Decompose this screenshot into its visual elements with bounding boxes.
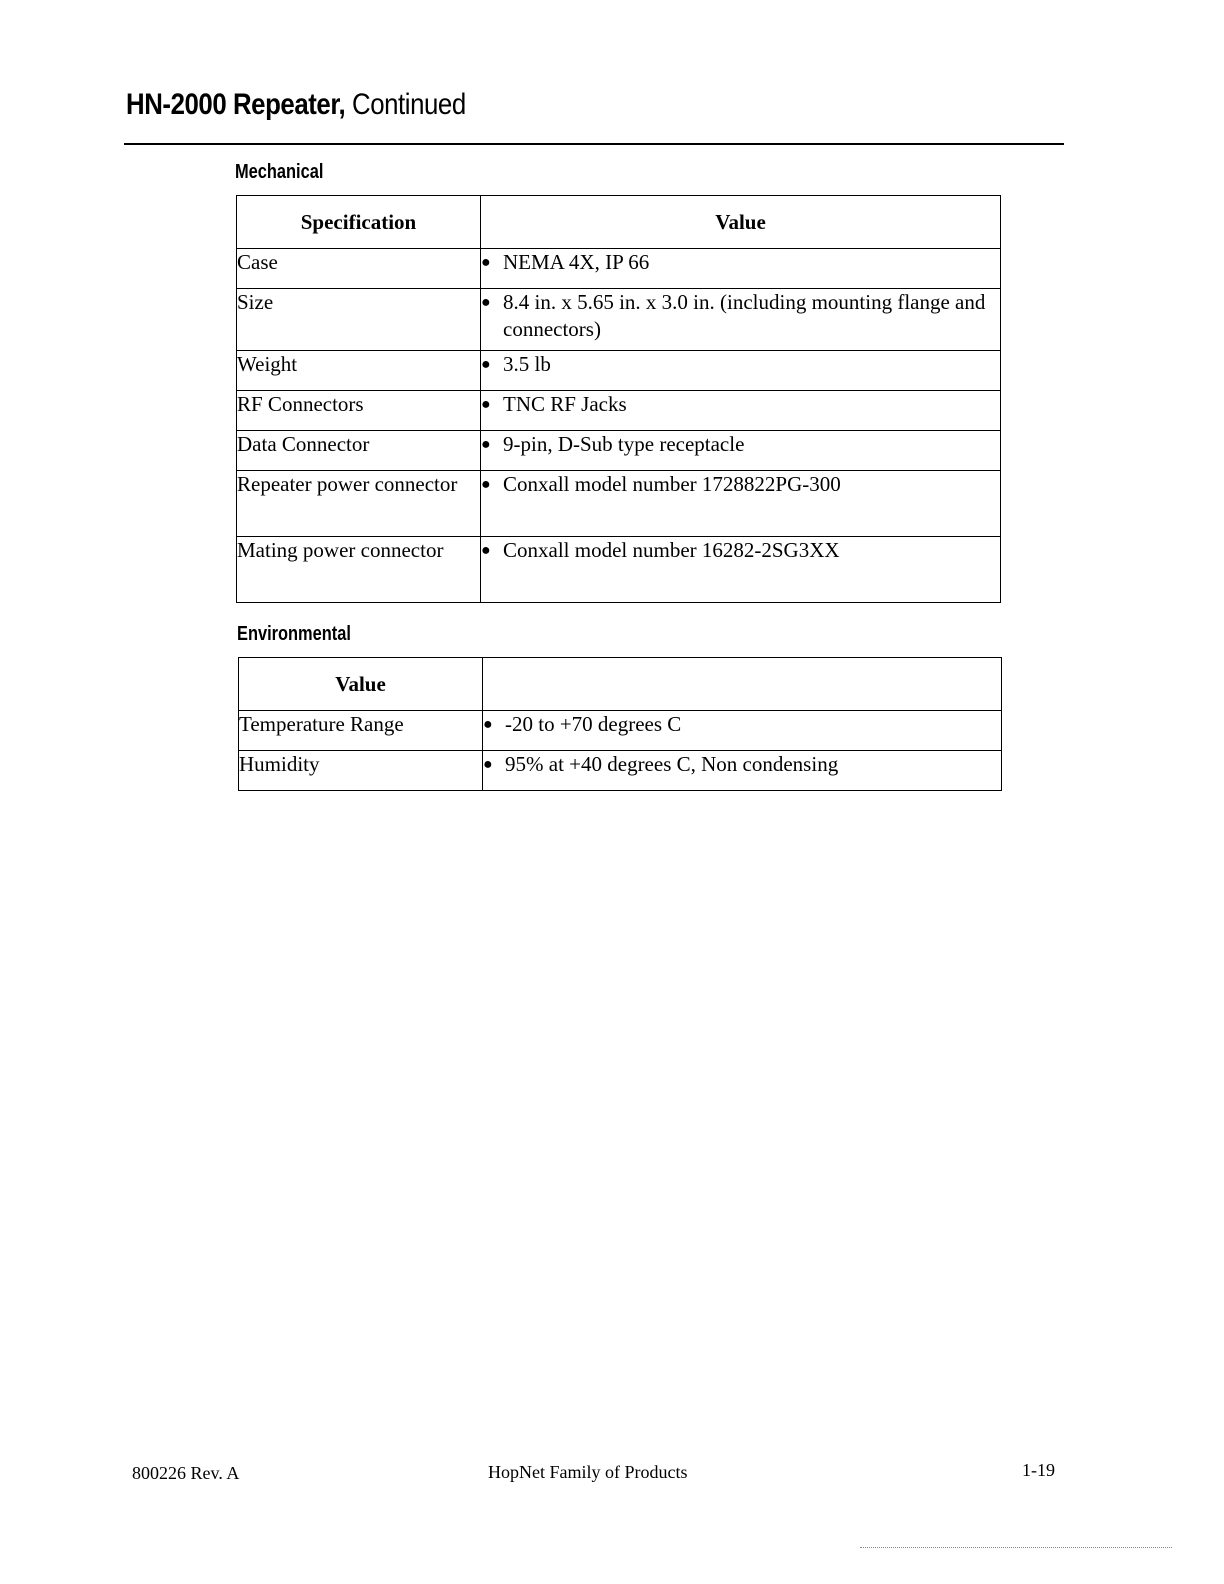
table-row — [237, 351, 1001, 391]
spec-cell: Size — [237, 289, 481, 351]
environmental-heading: Environmental — [237, 623, 351, 645]
value-cell — [483, 751, 1002, 791]
table-row — [239, 711, 1002, 751]
value-text: NEMA 4X, IP 66 — [503, 250, 650, 274]
table-row — [237, 289, 1001, 351]
spec-cell: RF Connectors — [237, 391, 481, 431]
scan-artifact — [860, 1547, 1172, 1548]
value-cell — [481, 471, 1001, 537]
spec-cell: Temperature Range — [239, 711, 483, 751]
mechanical-header-value: Value — [481, 196, 1001, 249]
spec-cell: Case — [237, 249, 481, 289]
mechanical-header-specification: Specification — [237, 196, 481, 249]
value-text: TNC RF Jacks — [503, 392, 627, 416]
value-text: -20 to +70 degrees C — [505, 712, 682, 736]
spec-cell: Mating power connector — [237, 537, 481, 603]
environmental-header-value: Value — [239, 658, 483, 711]
table-row — [237, 537, 1001, 603]
value-cell — [481, 537, 1001, 603]
value-cell — [481, 289, 1001, 351]
table-row — [237, 391, 1001, 431]
bullet-icon: ● — [481, 294, 491, 311]
spec-cell: Humidity — [239, 751, 483, 791]
environmental-header-empty — [483, 658, 1002, 711]
bullet-icon: ● — [481, 396, 491, 413]
spec-cell: Data Connector — [237, 431, 481, 471]
bullet-icon: ● — [483, 756, 493, 773]
bullet-icon: ● — [481, 542, 491, 559]
bullet-icon: ● — [481, 476, 491, 493]
mechanical-heading: Mechanical — [235, 161, 324, 183]
table-row — [237, 249, 1001, 289]
value-text: 95% at +40 degrees C, Non condensing — [505, 752, 839, 776]
page-title-continued: Continued — [345, 88, 466, 121]
mechanical-table-header — [237, 196, 1001, 249]
table-row — [237, 431, 1001, 471]
value-text: 8.4 in. x 5.65 in. x 3.0 in. (including mounting flange and connectors) — [503, 290, 986, 341]
bullet-icon: ● — [481, 356, 491, 373]
spec-cell: Weight — [237, 351, 481, 391]
table-row — [237, 471, 1001, 537]
environmental-table-header — [239, 658, 1002, 711]
value-cell — [481, 249, 1001, 289]
footer-doc-number: 800226 Rev. A — [132, 1463, 240, 1483]
page-title-bold: HN-2000 Repeater, — [126, 88, 346, 121]
value-cell — [483, 711, 1002, 751]
spec-cell: Repeater power connector — [237, 471, 481, 537]
value-cell — [481, 391, 1001, 431]
table-row — [239, 751, 1002, 791]
footer-page-number: 1-19 — [1022, 1460, 1055, 1480]
mechanical-table — [236, 195, 1001, 603]
value-text: Conxall model number 16282-2SG3XX — [503, 538, 840, 562]
footer-product-family: HopNet Family of Products — [488, 1462, 688, 1482]
title-rule — [124, 143, 1064, 145]
bullet-icon: ● — [483, 716, 493, 733]
bullet-icon: ● — [481, 254, 491, 271]
value-text: 3.5 lb — [503, 352, 551, 376]
value-cell — [481, 351, 1001, 391]
environmental-table — [238, 657, 1002, 791]
value-cell — [481, 431, 1001, 471]
value-text: 9-pin, D-Sub type receptacle — [503, 432, 745, 456]
bullet-icon: ● — [481, 436, 491, 453]
value-text: Conxall model number 1728822PG-300 — [503, 472, 841, 496]
page-title — [126, 88, 466, 122]
